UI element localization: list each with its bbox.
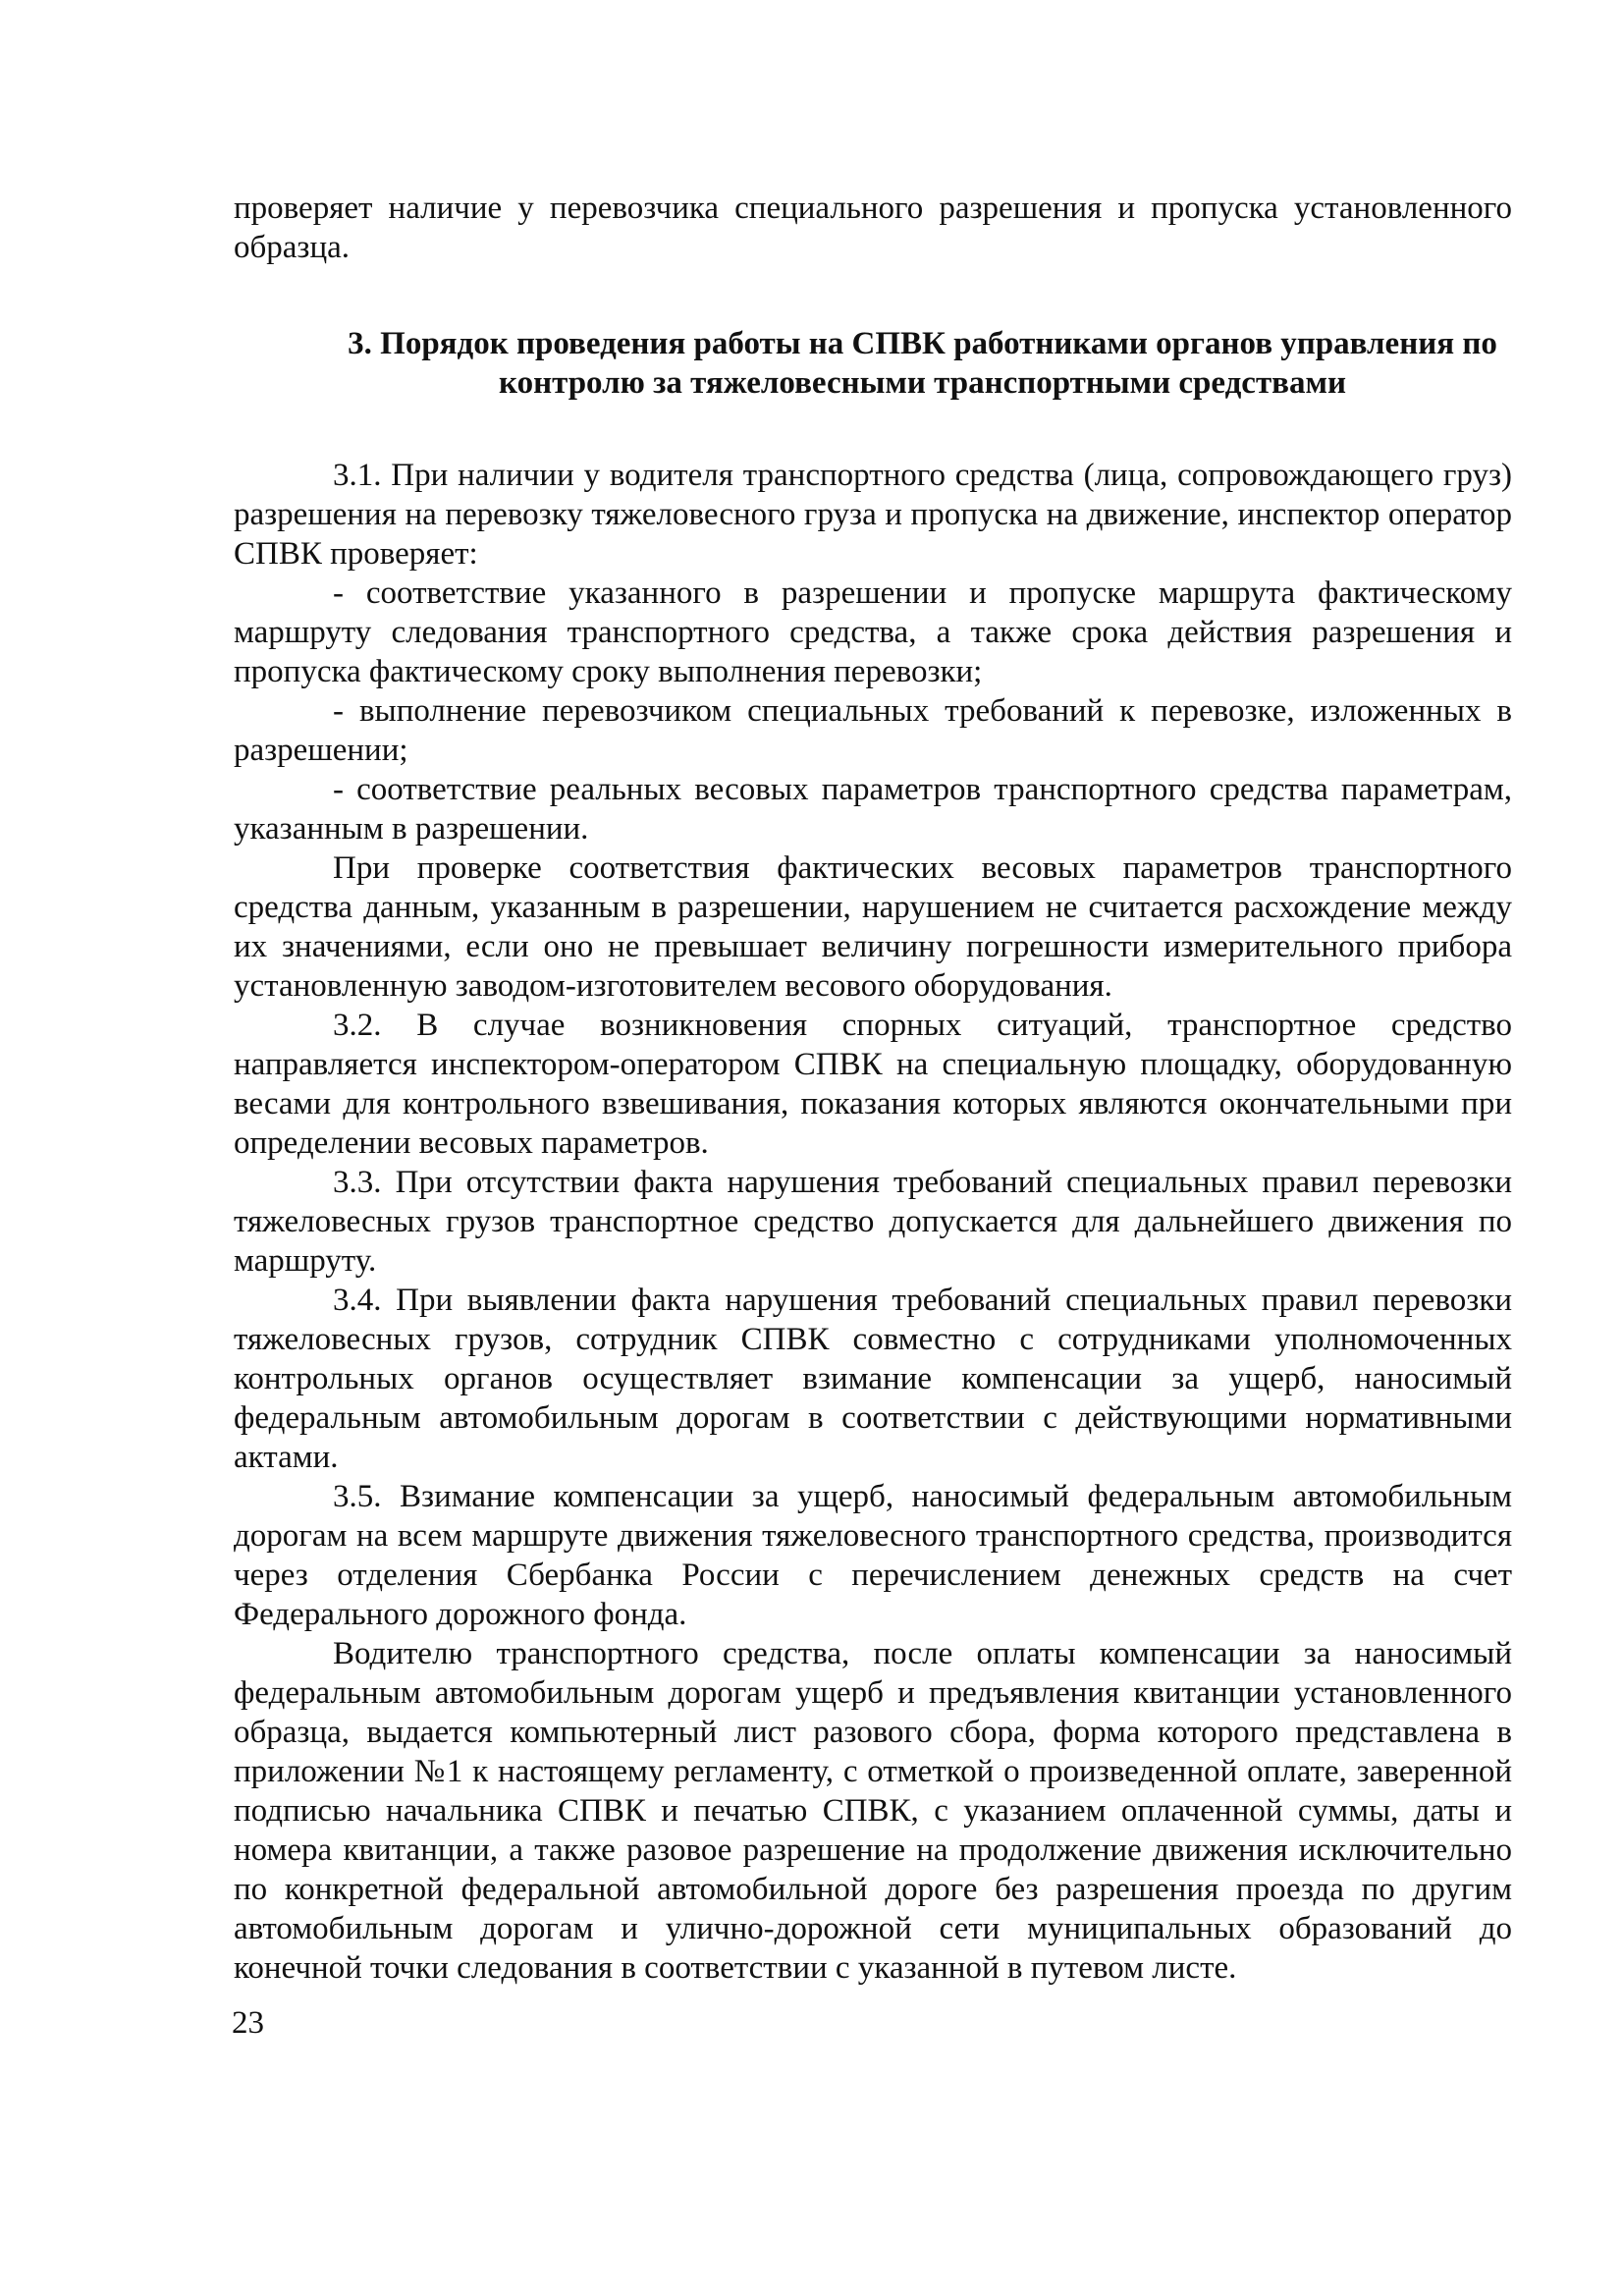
paragraph-3-1: 3.1. При наличии у водителя транспортного средства (лица, сопровождающего груз) разрешения на перевозку тяжеловесного груза и пропуска на движение, инспектор оператор СПВК проверяет: <box>234 458 1512 572</box>
paragraph-weight-tolerance: При проверке соответствия фактических весовых параметров транспортного средства данным, указанным в разрешении, нарушением не считается расхождение между их значениями, если оно не превышает величину погрешности измерительного прибора установленную заводом-изготовителем весового оборудования. <box>234 850 1512 1004</box>
list-item-route-check: - соответствие указанного в разрешении и пропуске маршрута фактическому маршруту следования транспортного средства, а также срока действия разрешения и пропуска фактическому сроку выполнения перевозки; <box>234 575 1512 689</box>
section-heading <box>234 324 1512 403</box>
section-heading-line-2: контролю за тяжеловесными транспортными средствами <box>499 365 1346 401</box>
intro-paragraph: проверяет наличие у перевозчика специального разрешения и пропуска установленного образца. <box>234 191 1512 265</box>
paragraph-3-3: 3.3. При отсутствии факта нарушения требований специальных правил перевозки тяжеловесных грузов транспортное средство допускается для дальнейшего движения по маршруту. <box>234 1165 1512 1279</box>
paragraph-3-5: 3.5. Взимание компенсации за ущерб, наносимый федеральным автомобильным дорогам на всем маршруте движения тяжеловесного транспортного средства, производится через отделения Сбербанка России с перечислением денежных средств на счет Федерального дорожного фонда. <box>234 1479 1512 1632</box>
document-page <box>234 189 1512 1988</box>
list-item-weight-check: - соответствие реальных весовых параметров транспортного средства параметрам, указанным в разрешении. <box>234 772 1512 847</box>
paragraph-3-2: 3.2. В случае возникновения спорных ситуаций, транспортное средство направляется инспектором-оператором СПВК на специальную площадку, оборудованную весами для контрольного взвешивания, показания которых являются окончательными при определении весовых параметров. <box>234 1008 1512 1161</box>
section-heading-line-1: 3. Порядок проведения работы на СПВК работниками органов управления по <box>348 326 1497 361</box>
list-item-requirements-check: - выполнение перевозчиком специальных требований к перевозке, изложенных в разрешении; <box>234 693 1512 768</box>
paragraph-3-4: 3.4. При выявлении факта нарушения требований специальных правил перевозки тяжеловесных грузов, сотрудник СПВК совместно с сотрудниками уполномоченных контрольных органов осуществляет взимание компенсации за ущерб, наносимый федеральным автомобильным дорогам в соответствии с действующими нормативными актами. <box>234 1283 1512 1475</box>
page-number: 23 <box>232 2005 264 2041</box>
paragraph-driver-receipt: Водителю транспортного средства, после оплаты компенсации за наносимый федеральным автомобильным дорогам ущерб и предъявления квитанции установленного образца, выдается компьютерный лист разового сбора, форма которого представлена в приложении №1 к настоящему регламенту, с отметкой о произведенной оплате, заверенной подписью начальника СПВК и печатью СПВК, с указанием оплаченной суммы, даты и номера квитанции, а также разовое разрешение на продолжение движения исключительно по конкретной федеральной автомобильной дороге без разрешения проезда по другим автомобильным дорогам и улично-дорожной сети муниципальных образований до конечной точки следования в соответствии с указанной в путевом листе. <box>234 1636 1512 1986</box>
